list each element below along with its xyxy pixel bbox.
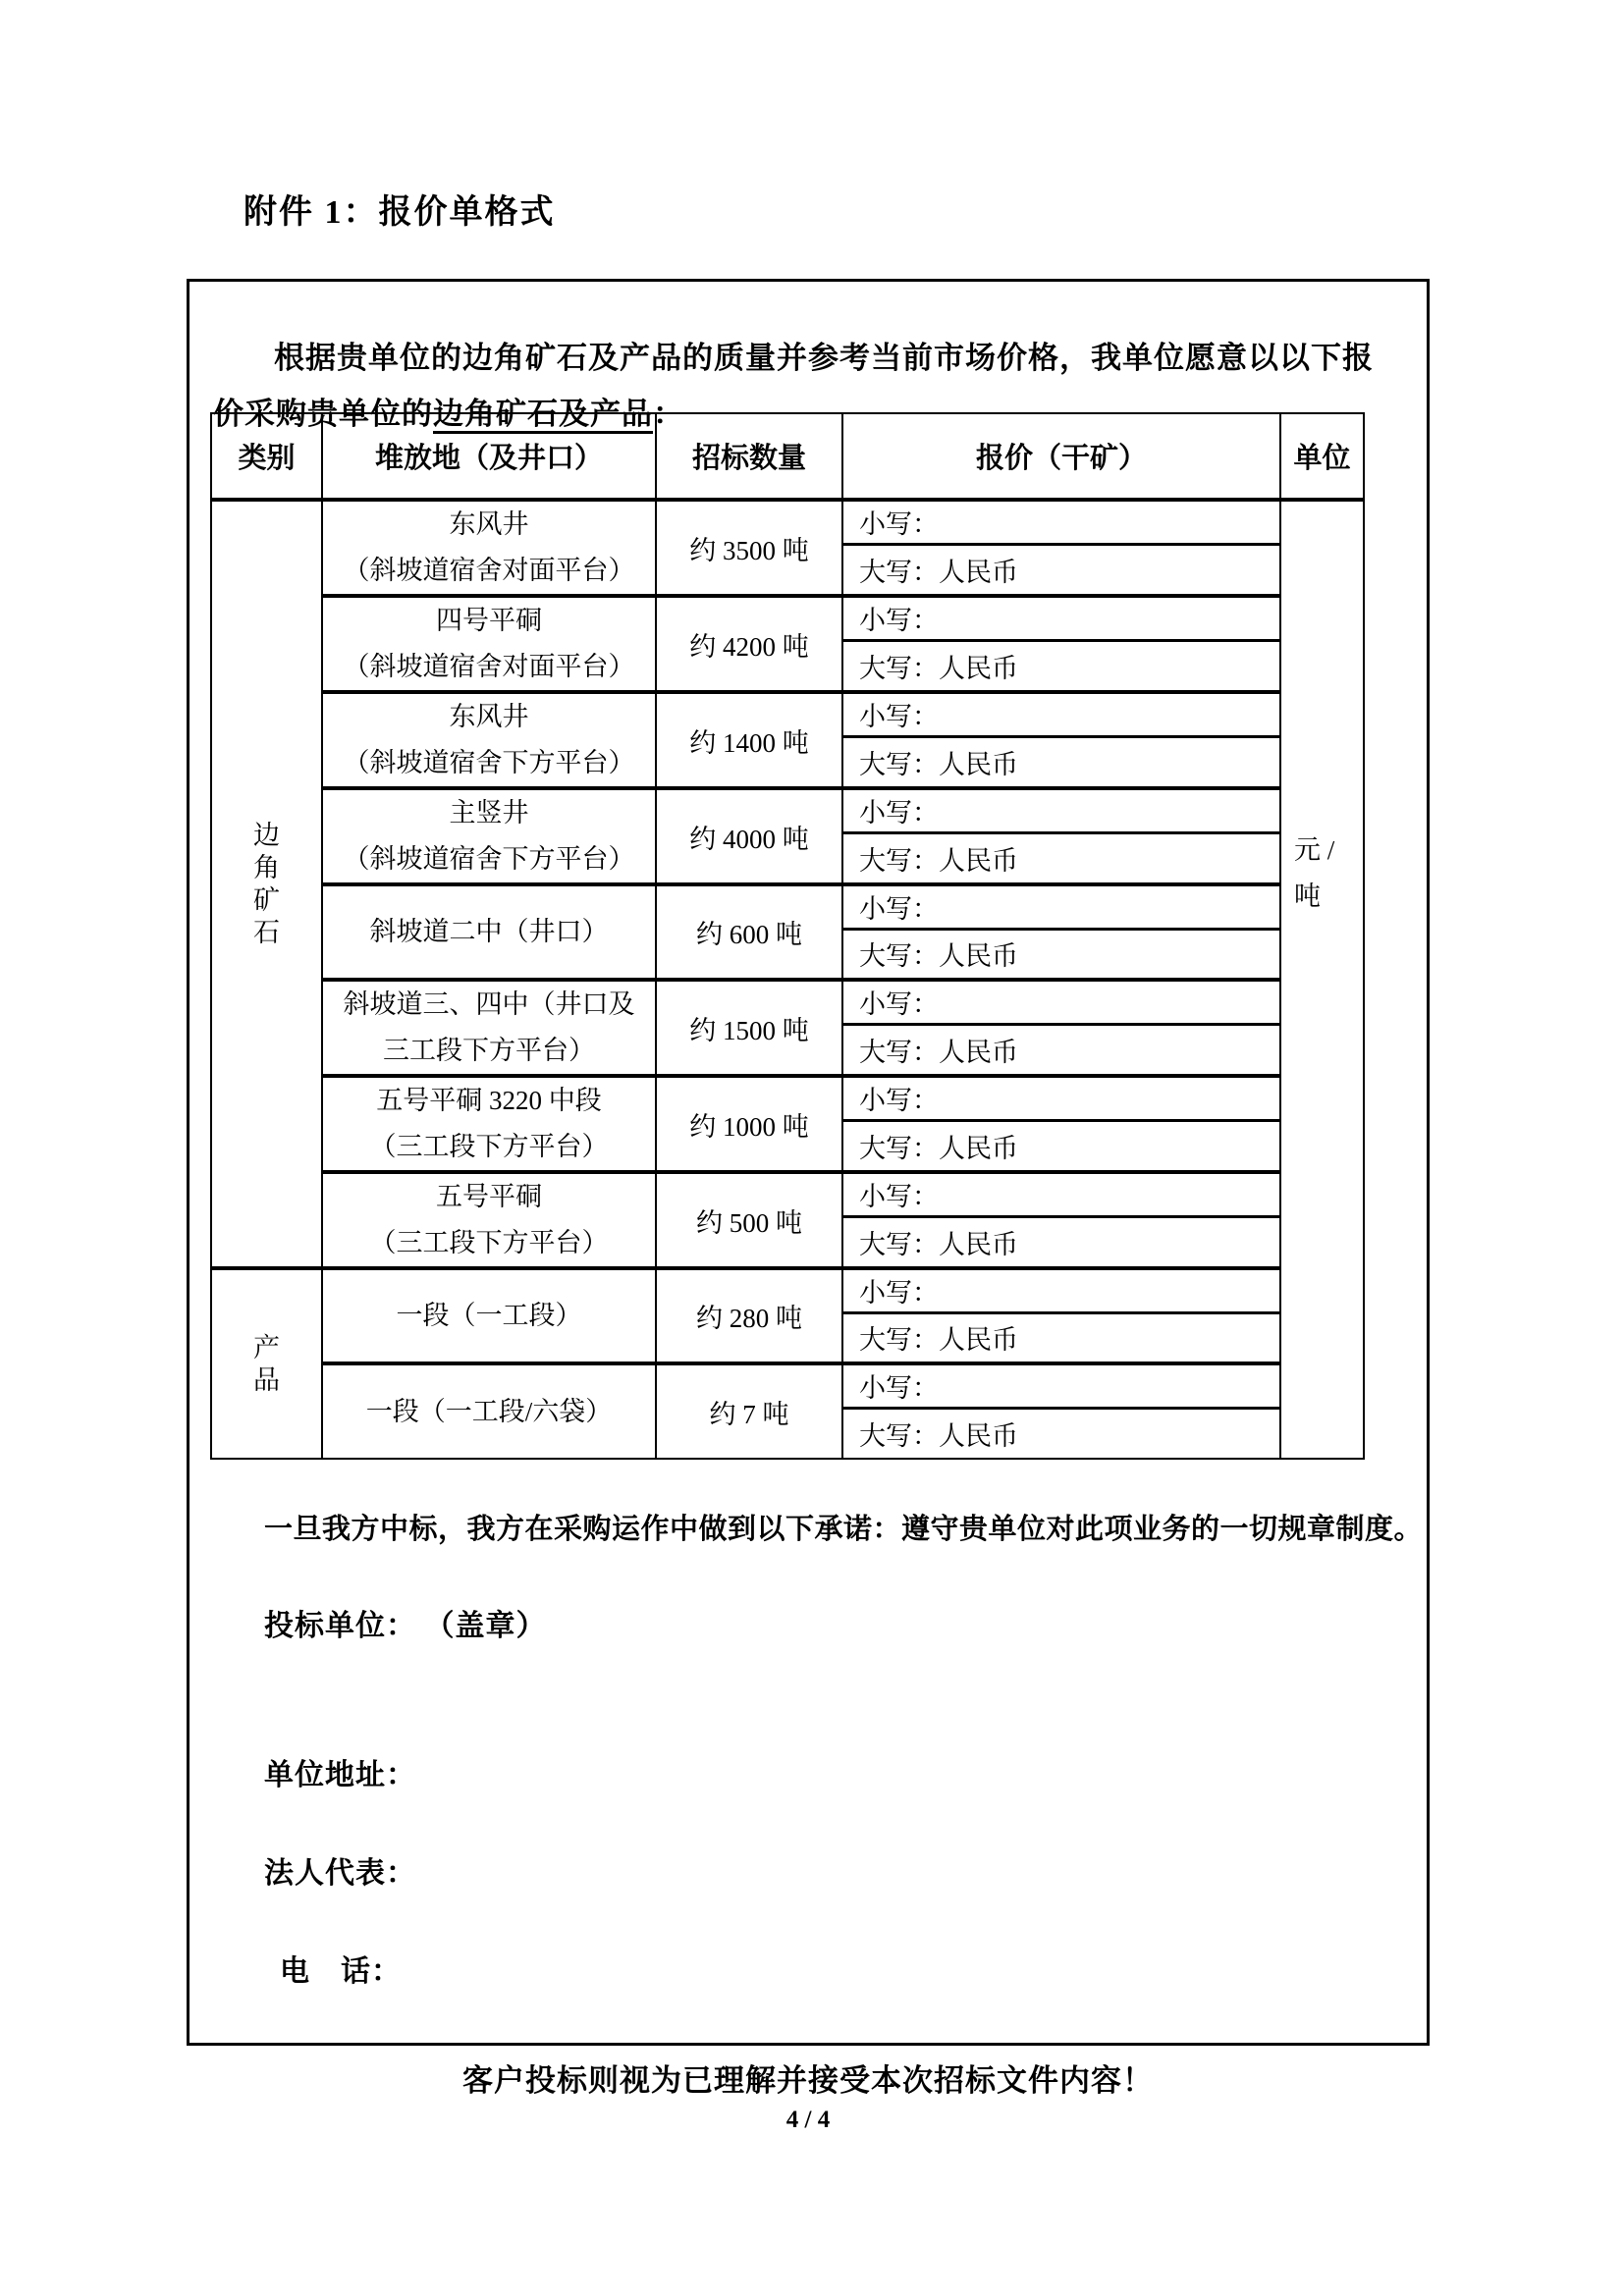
column-header-location: 堆放地（及井口） [322, 413, 656, 500]
price-lowercase-cell: 小写： [842, 1363, 1280, 1408]
location-line: 四号平硐 [436, 606, 542, 635]
location-line: （三工段下方平台） [369, 1228, 609, 1257]
column-header-category: 类别 [211, 413, 322, 500]
table-row [211, 692, 1364, 736]
quantity-cell: 约 1400 吨 [656, 692, 842, 788]
location-cell [322, 788, 656, 884]
phone-label: 电 话： [280, 1955, 402, 1988]
price-uppercase-cell: 大写：人民币 [842, 1408, 1280, 1459]
location-cell [322, 884, 656, 980]
column-header-price: 报价（干矿） [842, 413, 1280, 500]
price-uppercase-cell: 大写：人民币 [842, 929, 1280, 980]
unit-cell [1280, 500, 1364, 1459]
category-cell [211, 1268, 322, 1459]
intro-underlined-text: 边角矿石及产品 [433, 397, 653, 434]
intro-text-before: 根据贵单位的边角矿石及产品的质量并参考当前市场价格，我单位愿意以以下报价采购贵单位的 [213, 341, 1374, 431]
price-lowercase-cell: 小写： [842, 1172, 1280, 1216]
table-row [211, 1268, 1364, 1312]
quantity-cell: 约 3500 吨 [656, 500, 842, 596]
quantity-cell: 约 1500 吨 [656, 980, 842, 1076]
quantity-cell: 约 600 吨 [656, 884, 842, 980]
location-line: （三工段下方平台） [369, 1132, 609, 1161]
location-line: 斜坡道二中（井口） [369, 917, 609, 946]
location-line: 一段（一工段/六袋） [365, 1396, 613, 1426]
commitment-text: 一旦我方中标，我方在采购运作中做到以下承诺：遵守贵单位对此项业务的一切规章制度。 [264, 1514, 1424, 1545]
address-label: 单位地址： [264, 1759, 416, 1791]
location-line: 五号平硐 [436, 1182, 542, 1211]
price-lowercase-cell: 小写： [842, 692, 1280, 736]
intro-text-after: ： [653, 397, 684, 431]
table-body [211, 500, 1364, 1459]
quotation-table [210, 412, 1365, 1460]
table-row [211, 980, 1364, 1024]
location-line: 三工段下方平台） [383, 1036, 595, 1065]
price-lowercase-cell: 小写： [842, 596, 1280, 640]
price-lowercase-cell: 小写： [842, 980, 1280, 1024]
location-line: （斜坡道宿舍下方平台） [343, 844, 635, 874]
location-line: 主竖井 [449, 798, 529, 828]
quantity-cell: 约 7 吨 [656, 1363, 842, 1459]
location-line: （斜坡道宿舍对面平台） [343, 556, 635, 585]
footer-note: 客户投标则视为已理解并接受本次招标文件内容！ [462, 2063, 1154, 2098]
column-header-quantity: 招标数量 [656, 413, 842, 500]
category-label: 产品 [253, 1332, 280, 1395]
quantity-cell: 约 280 吨 [656, 1268, 842, 1363]
location-cell [322, 692, 656, 788]
table-row [211, 1172, 1364, 1216]
category-label: 边角矿石 [253, 820, 280, 947]
category-cell [211, 500, 322, 1268]
quantity-cell: 约 4000 吨 [656, 788, 842, 884]
location-cell [322, 1363, 656, 1459]
price-uppercase-cell: 大写：人民币 [842, 832, 1280, 884]
location-line: 一段（一工段） [396, 1301, 582, 1330]
legal-rep-label: 法人代表： [264, 1857, 416, 1890]
quantity-cell: 约 4200 吨 [656, 596, 842, 692]
price-lowercase-cell: 小写： [842, 1268, 1280, 1312]
price-uppercase-cell: 大写：人民币 [842, 544, 1280, 596]
table-row [211, 788, 1364, 832]
table-row [211, 596, 1364, 640]
location-line: 斜坡道三、四中（井口及 [343, 989, 635, 1019]
price-lowercase-cell: 小写： [842, 1076, 1280, 1120]
location-line: （斜坡道宿舍下方平台） [343, 748, 635, 777]
location-cell [322, 1268, 656, 1363]
page-number: 4 / 4 [785, 2107, 831, 2133]
unit-value [1294, 828, 1334, 920]
column-header-unit: 单位 [1280, 413, 1364, 500]
unit-line: 吨 [1294, 881, 1321, 911]
location-line: 东风井 [449, 702, 529, 731]
price-uppercase-cell: 大写：人民币 [842, 1216, 1280, 1268]
quantity-cell: 约 1000 吨 [656, 1076, 842, 1172]
table-row [211, 884, 1364, 929]
table-row [211, 1076, 1364, 1120]
table-row [211, 500, 1364, 544]
unit-line: 元 / [1294, 835, 1335, 865]
location-line: 东风井 [449, 509, 529, 539]
table-row [211, 1363, 1364, 1408]
price-uppercase-cell: 大写：人民币 [842, 1120, 1280, 1172]
price-lowercase-cell: 小写： [842, 788, 1280, 832]
price-lowercase-cell: 小写： [842, 500, 1280, 544]
location-cell [322, 1172, 656, 1268]
location-cell [322, 980, 656, 1076]
document-border-box [187, 279, 1430, 2046]
location-line: 五号平硐 3220 中段 [376, 1086, 602, 1115]
location-cell [322, 596, 656, 692]
price-uppercase-cell: 大写：人民币 [842, 1024, 1280, 1076]
price-uppercase-cell: 大写：人民币 [842, 736, 1280, 788]
location-cell [322, 500, 656, 596]
page-title: 附件 1：报价单格式 [244, 194, 556, 231]
bidder-label: 投标单位： （盖章） [264, 1610, 547, 1642]
quantity-cell: 约 500 吨 [656, 1172, 842, 1268]
location-cell [322, 1076, 656, 1172]
price-uppercase-cell: 大写：人民币 [842, 640, 1280, 692]
location-line: （斜坡道宿舍对面平台） [343, 652, 635, 681]
price-uppercase-cell: 大写：人民币 [842, 1312, 1280, 1363]
price-lowercase-cell: 小写： [842, 884, 1280, 929]
table-header-row [211, 413, 1364, 500]
